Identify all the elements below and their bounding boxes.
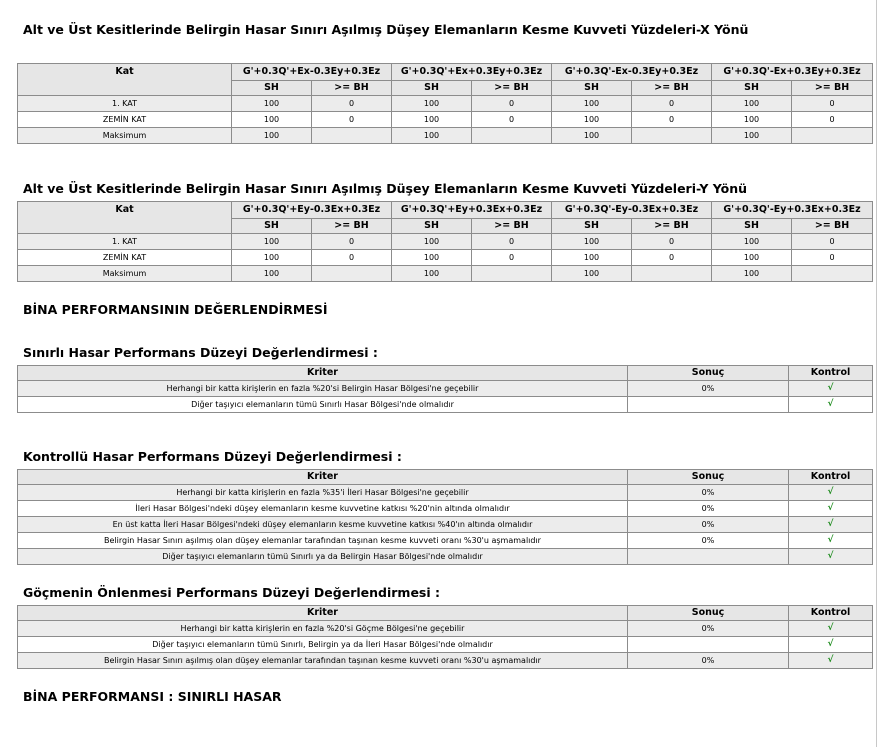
kat-header: Kat — [18, 64, 232, 96]
cell: 0 — [632, 234, 712, 250]
combo-header: G'+0.3Q'+Ey+0.3Ex+0.3Ez — [392, 202, 552, 219]
cell: 0 — [312, 234, 392, 250]
row-label: 1. KAT — [18, 96, 232, 112]
sonuc-header: Sonuç — [628, 366, 789, 381]
cell: 100 — [552, 96, 632, 112]
cell: 100 — [392, 250, 472, 266]
cell: 100 — [552, 128, 632, 144]
kriter-cell: Diğer taşıyıcı elemanların tümü Sınırlı Hasar Bölgesi'nde olmalıdır — [18, 397, 628, 413]
cell: 100 — [232, 112, 312, 128]
cell: 0 — [792, 96, 873, 112]
gocme-title: Göçmenin Önlenmesi Performans Düzeyi Değerlendirmesi : — [23, 585, 440, 600]
table-row — [18, 653, 873, 669]
kontrol-header: Kontrol — [789, 606, 873, 621]
y-direction-table — [17, 201, 873, 282]
sonuc-cell: 0% — [628, 501, 789, 517]
cell: 0 — [312, 112, 392, 128]
table-row — [18, 397, 873, 413]
cell — [792, 266, 873, 282]
sinirli-hasar-title: Sınırlı Hasar Performans Düzeyi Değerlendirmesi : — [23, 345, 378, 360]
table-row — [18, 517, 873, 533]
table-row — [18, 112, 873, 128]
combo-header: G'+0.3Q'+Ey-0.3Ex+0.3Ez — [232, 202, 392, 219]
cell: 100 — [552, 112, 632, 128]
cell: 100 — [232, 266, 312, 282]
sh-header: SH — [392, 219, 472, 234]
cell: 100 — [712, 112, 792, 128]
cell: 100 — [232, 250, 312, 266]
table-row — [18, 637, 873, 653]
table-row — [18, 533, 873, 549]
cell — [312, 128, 392, 144]
sonuc-cell: 0% — [628, 653, 789, 669]
cell: 100 — [552, 250, 632, 266]
sonuc-cell — [628, 397, 789, 413]
combo-header: G'+0.3Q'-Ey+0.3Ex+0.3Ez — [712, 202, 873, 219]
sonuc-header: Sonuç — [628, 470, 789, 485]
sonuc-cell: 0% — [628, 533, 789, 549]
bh-header: >= BH — [312, 81, 392, 96]
cell — [472, 266, 552, 282]
bh-header: >= BH — [472, 81, 552, 96]
bh-header: >= BH — [632, 81, 712, 96]
cell: 100 — [392, 112, 472, 128]
sh-header: SH — [712, 219, 792, 234]
check-icon: √ — [789, 637, 873, 653]
bh-header: >= BH — [792, 219, 873, 234]
cell: 100 — [712, 266, 792, 282]
cell: 0 — [792, 234, 873, 250]
row-label: ZEMİN KAT — [18, 112, 232, 128]
check-icon: √ — [789, 653, 873, 669]
cell: 0 — [792, 112, 873, 128]
bh-header: >= BH — [632, 219, 712, 234]
sinirli-hasar-table — [17, 365, 873, 413]
x-direction-title: Alt ve Üst Kesitlerinde Belirgin Hasar Sınırı Aşılmış Düşey Elemanların Kesme Kuvveti Yüzdeleri-X Yönü — [23, 22, 749, 37]
check-icon: √ — [789, 381, 873, 397]
bh-header: >= BH — [472, 219, 552, 234]
sh-header: SH — [232, 219, 312, 234]
sonuc-cell: 0% — [628, 485, 789, 501]
bina-performance-title: BİNA PERFORMANSININ DEĞERLENDİRMESİ — [23, 302, 328, 317]
cell — [792, 128, 873, 144]
kriter-cell: Belirgin Hasar Sınırı aşılmış olan düşey elemanlar tarafından taşınan kesme kuvveti oranı %30'u aşmamalıdır — [18, 653, 628, 669]
sh-header: SH — [552, 219, 632, 234]
cell: 100 — [712, 250, 792, 266]
table-row — [18, 266, 873, 282]
cell: 0 — [792, 250, 873, 266]
gocme-table — [17, 605, 873, 669]
cell: 100 — [392, 234, 472, 250]
kriter-header: Kriter — [18, 606, 628, 621]
kriter-cell: İleri Hasar Bölgesi'ndeki düşey elemanların kesme kuvvetine katkısı %20'nin altında olmalıdır — [18, 501, 628, 517]
combo-header: G'+0.3Q'+Ex+0.3Ey+0.3Ez — [392, 64, 552, 81]
combo-header: G'+0.3Q'-Ex-0.3Ey+0.3Ez — [552, 64, 712, 81]
bh-header: >= BH — [792, 81, 873, 96]
table-row — [18, 96, 873, 112]
sh-header: SH — [712, 81, 792, 96]
table-row — [18, 485, 873, 501]
cell: 100 — [392, 96, 472, 112]
kriter-header: Kriter — [18, 366, 628, 381]
cell: 100 — [712, 96, 792, 112]
kriter-cell: Diğer taşıyıcı elemanların tümü Sınırlı, Belirgin ya da İleri Hasar Bölgesi'nde olmalıdır — [18, 637, 628, 653]
row-label: Maksimum — [18, 128, 232, 144]
table-row — [18, 549, 873, 565]
sonuc-cell — [628, 549, 789, 565]
table-row — [18, 250, 873, 266]
check-icon: √ — [789, 485, 873, 501]
cell: 100 — [712, 234, 792, 250]
kontrol-header: Kontrol — [789, 366, 873, 381]
cell: 100 — [552, 266, 632, 282]
check-icon: √ — [789, 533, 873, 549]
kontrollu-hasar-table — [17, 469, 873, 565]
sonuc-cell — [628, 637, 789, 653]
x-direction-table — [17, 63, 873, 144]
cell — [312, 266, 392, 282]
kriter-cell: Herhangi bir katta kirişlerin en fazla %20'si Belirgin Hasar Bölgesi'ne geçebilir — [18, 381, 628, 397]
row-label: 1. KAT — [18, 234, 232, 250]
cell: 0 — [312, 250, 392, 266]
check-icon: √ — [789, 621, 873, 637]
table-row — [18, 128, 873, 144]
sonuc-cell: 0% — [628, 621, 789, 637]
kontrol-header: Kontrol — [789, 470, 873, 485]
sonuc-header: Sonuç — [628, 606, 789, 621]
cell: 0 — [632, 96, 712, 112]
row-label: Maksimum — [18, 266, 232, 282]
cell: 0 — [632, 112, 712, 128]
check-icon: √ — [789, 397, 873, 413]
check-icon: √ — [789, 501, 873, 517]
cell: 0 — [472, 234, 552, 250]
table-row — [18, 501, 873, 517]
kriter-cell: Herhangi bir katta kirişlerin en fazla %35'i İleri Hasar Bölgesi'ne geçebilir — [18, 485, 628, 501]
cell: 0 — [472, 96, 552, 112]
cell — [632, 128, 712, 144]
check-icon: √ — [789, 549, 873, 565]
kontrollu-hasar-title: Kontrollü Hasar Performans Düzeyi Değerlendirmesi : — [23, 449, 402, 464]
combo-header: G'+0.3Q'-Ex+0.3Ey+0.3Ez — [712, 64, 873, 81]
kat-header: Kat — [18, 202, 232, 234]
final-performance: BİNA PERFORMANSI : SINIRLI HASAR — [23, 689, 282, 704]
combo-header: G'+0.3Q'-Ey-0.3Ex+0.3Ez — [552, 202, 712, 219]
kriter-cell: Belirgin Hasar Sınırı aşılmış olan düşey elemanlar tarafından taşınan kesme kuvveti oranı %30'u aşmamalıdır — [18, 533, 628, 549]
check-icon: √ — [789, 517, 873, 533]
sonuc-cell: 0% — [628, 381, 789, 397]
cell: 100 — [392, 128, 472, 144]
sh-header: SH — [232, 81, 312, 96]
cell — [472, 128, 552, 144]
kriter-cell: Herhangi bir katta kirişlerin en fazla %20'si Göçme Bölgesi'ne geçebilir — [18, 621, 628, 637]
bh-header: >= BH — [312, 219, 392, 234]
cell: 100 — [232, 128, 312, 144]
cell: 0 — [472, 112, 552, 128]
cell: 100 — [232, 96, 312, 112]
kriter-cell: Diğer taşıyıcı elemanların tümü Sınırlı ya da Belirgin Hasar Bölgesi'nde olmalıdır — [18, 549, 628, 565]
cell: 100 — [232, 234, 312, 250]
kriter-header: Kriter — [18, 470, 628, 485]
cell: 100 — [392, 266, 472, 282]
cell: 0 — [632, 250, 712, 266]
combo-header: G'+0.3Q'+Ex-0.3Ey+0.3Ez — [232, 64, 392, 81]
sh-header: SH — [552, 81, 632, 96]
page-border-line — [876, 0, 877, 747]
cell — [632, 266, 712, 282]
kriter-cell: En üst katta İleri Hasar Bölgesi'ndeki düşey elemanların kesme kuvvetine katkısı %40'ın altında olmalıdır — [18, 517, 628, 533]
y-direction-title: Alt ve Üst Kesitlerinde Belirgin Hasar Sınırı Aşılmış Düşey Elemanların Kesme Kuvveti Yüzdeleri-Y Yönü — [23, 181, 748, 196]
cell: 0 — [472, 250, 552, 266]
table-row — [18, 234, 873, 250]
sonuc-cell: 0% — [628, 517, 789, 533]
table-row — [18, 621, 873, 637]
sh-header: SH — [392, 81, 472, 96]
table-row — [18, 381, 873, 397]
cell: 100 — [552, 234, 632, 250]
cell: 0 — [312, 96, 392, 112]
cell: 100 — [712, 128, 792, 144]
row-label: ZEMİN KAT — [18, 250, 232, 266]
